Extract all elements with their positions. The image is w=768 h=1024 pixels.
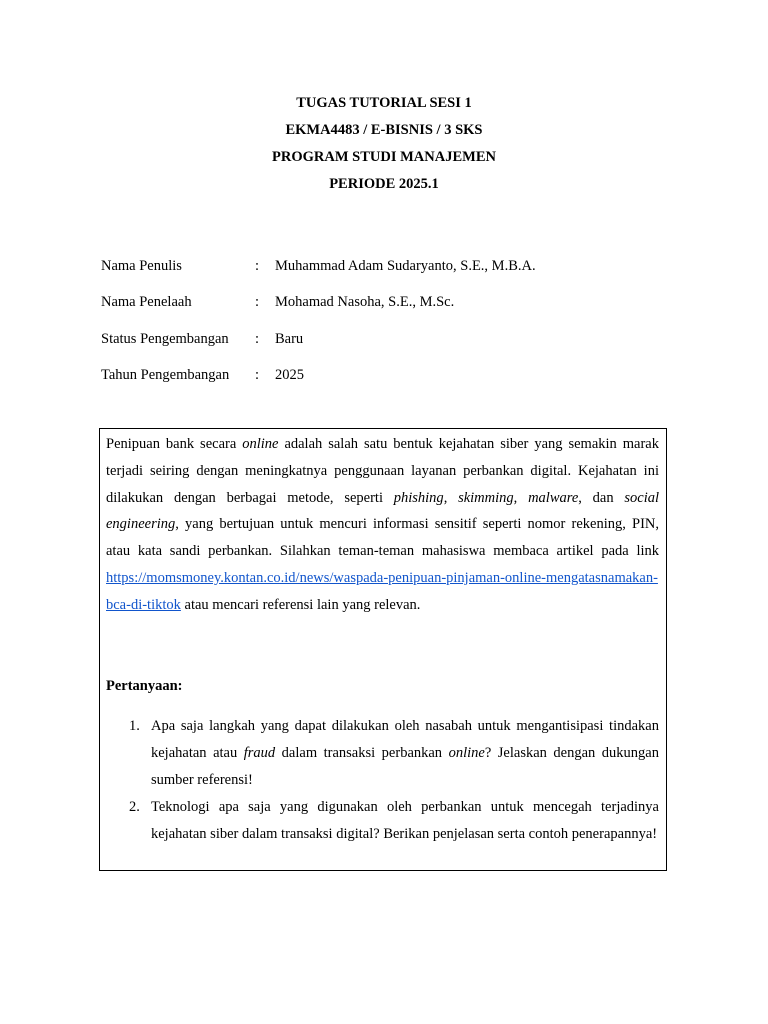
meta-label: Tahun Pengembangan	[101, 366, 230, 383]
meta-row-year	[101, 365, 681, 401]
intro-emphasis: social engineering	[106, 489, 660, 533]
meta-label: Nama Penulis	[101, 258, 182, 274]
meta-label: Status Pengembangan	[101, 330, 229, 347]
meta-colon: :	[255, 330, 260, 347]
question-text	[151, 713, 659, 793]
meta-row-status	[101, 329, 681, 365]
question-item	[106, 713, 659, 793]
intro-text: atau mencari referensi lain yang relevan.	[180, 596, 421, 613]
meta-row-author	[101, 256, 681, 292]
intro-emphasis: skimming	[458, 489, 514, 506]
meta-colon: :	[255, 258, 260, 274]
question-list	[106, 713, 659, 847]
tutorial-title: TUGAS TUTORIAL SESI 1	[296, 95, 472, 111]
article-link[interactable]: https://momsmoney.kontan.co.id/news/waspada-penipuan-pinjaman-online-mengatasnamakan-bca-di-tiktok	[106, 569, 658, 613]
question-emphasis: online	[448, 745, 485, 762]
question-text-part: Apa saja langkah yang dapat dilakukan oleh nasabah untuk mengantisipasi tindakan kejahatan atau	[151, 718, 659, 762]
question-item	[106, 794, 659, 848]
meta-colon: :	[255, 294, 260, 311]
meta-row-reviewer	[101, 292, 681, 328]
meta-colon: :	[255, 366, 260, 383]
course-code: EKMA4483 / E-BISNIS / 3 SKS	[285, 122, 483, 138]
intro-text: ,	[443, 489, 459, 506]
intro-text: , yang bertujuan untuk mencuri informasi sensitif seperti nomor rekening, PIN, atau kata sandi perbankan. Silahkan teman-teman mahasiswa membaca artikel pada link	[106, 516, 659, 560]
assignment-box	[99, 428, 667, 871]
intro-paragraph	[106, 429, 659, 619]
meta-value: Mohamad Nasoha, S.E., M.Sc.	[275, 294, 455, 311]
document-metadata	[101, 256, 681, 401]
period: PERIODE 2025.1	[329, 176, 439, 192]
meta-label: Nama Penelaah	[101, 294, 192, 311]
question-emphasis: fraud	[243, 745, 276, 762]
question-number: 1.	[129, 718, 140, 735]
question-number: 2.	[129, 798, 140, 815]
intro-text: , dan	[578, 489, 625, 506]
intro-text: adalah salah satu bentuk kejahatan siber yang semakin marak terjadi seiring dengan meningkatnya penggunaan layanan perbankan digital. Kejahatan ini dilakukan dengan berbagai metode, seperti	[106, 436, 659, 506]
intro-emphasis: malware	[528, 489, 579, 506]
intro-emphasis: phishing	[393, 489, 444, 506]
meta-value: Muhammad Adam Sudaryanto, S.E., M.B.A.	[275, 258, 536, 274]
meta-value: Baru	[275, 330, 304, 347]
meta-value: 2025	[275, 366, 304, 383]
intro-text: ,	[513, 489, 529, 506]
question-text-part: dalam transaksi perbankan	[275, 745, 449, 762]
questions-title: Pertanyaan:	[106, 677, 183, 694]
question-text-part: ? Jelaskan dengan dukungan sumber referensi!	[151, 745, 659, 788]
intro-emphasis: online	[242, 436, 279, 452]
intro-text: Penipuan bank secara	[106, 436, 243, 452]
question-text-part: Teknologi apa saja yang digunakan oleh perbankan untuk mencegah terjadinya kejahatan siber dalam transaksi digital? Berikan penjelasan serta contoh penerapannya!	[151, 798, 659, 842]
question-text	[151, 794, 659, 848]
document-header	[0, 92, 768, 200]
study-program: PROGRAM STUDI MANAJEMEN	[272, 149, 496, 165]
